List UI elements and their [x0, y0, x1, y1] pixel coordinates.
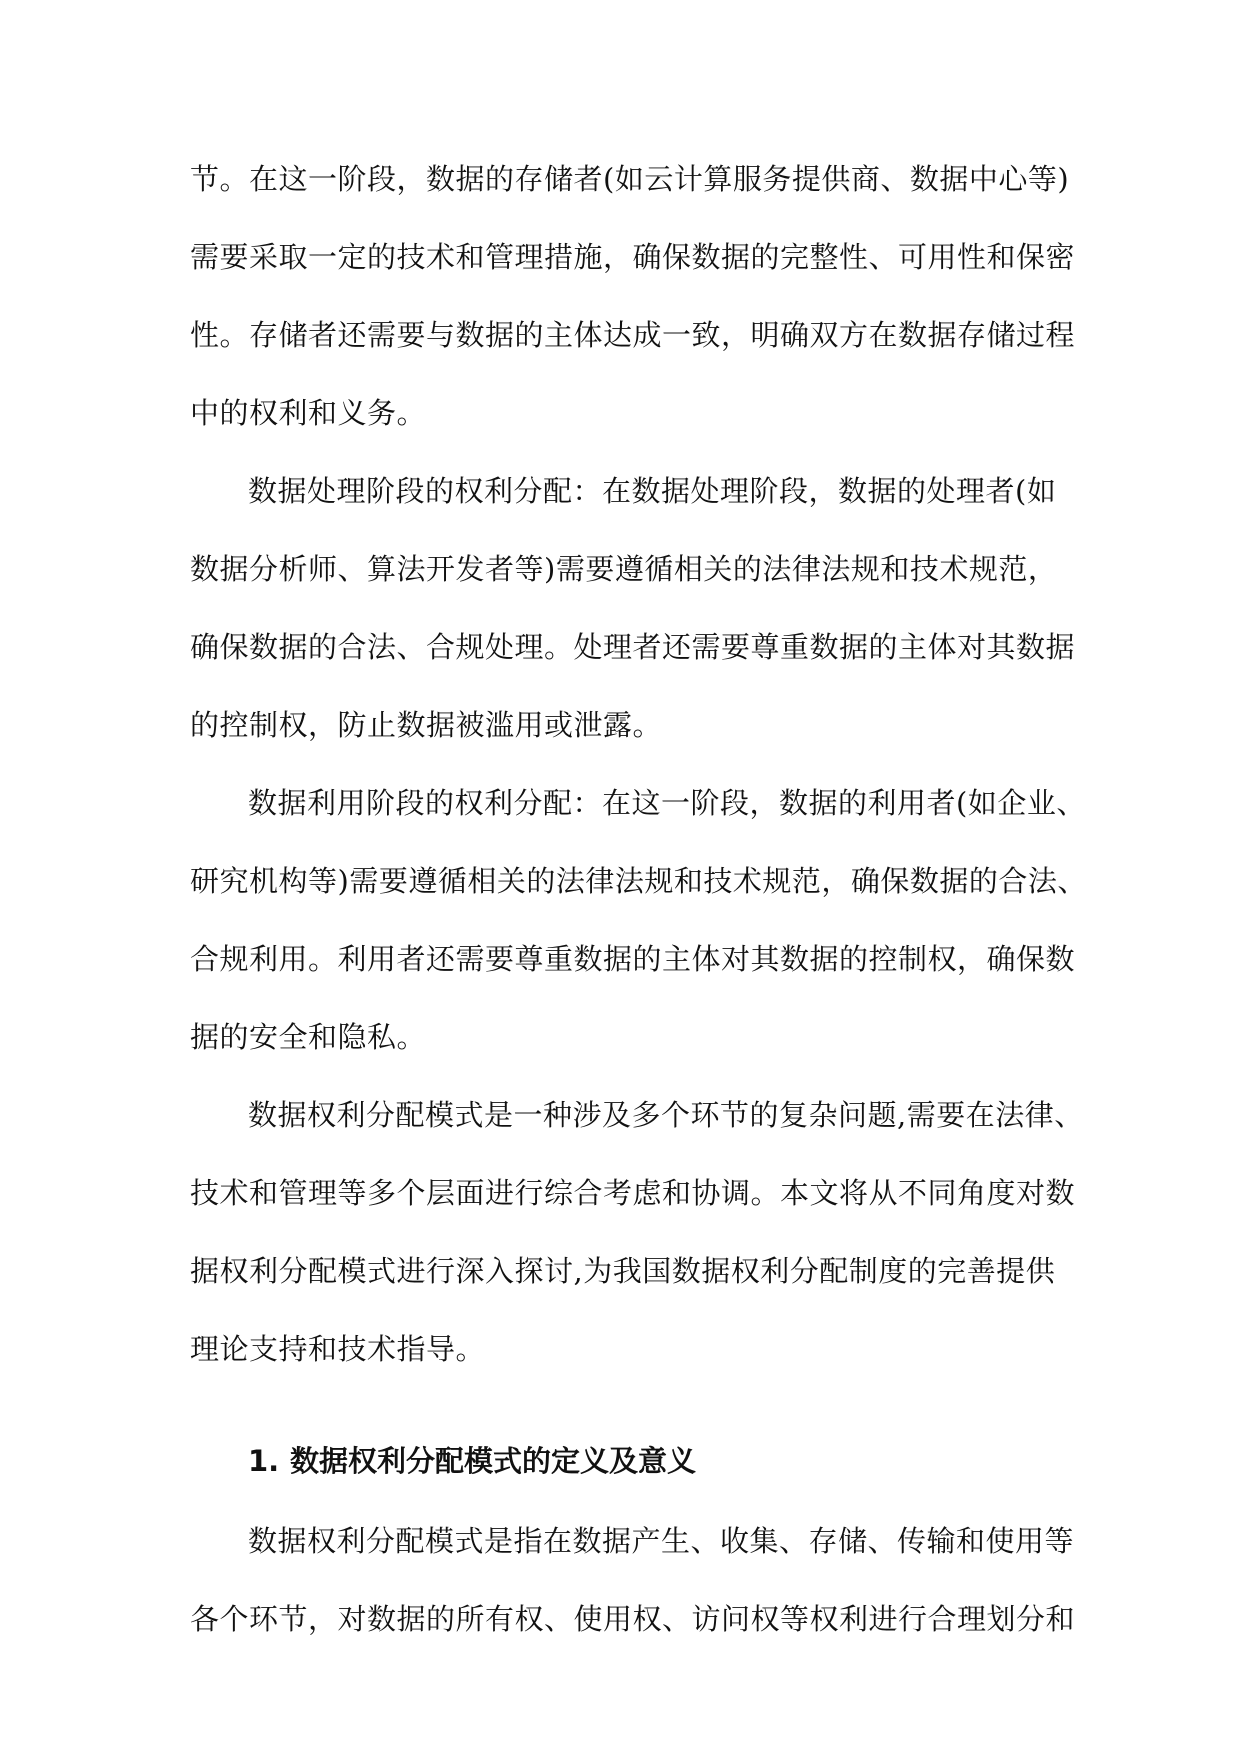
section-number: 1.: [248, 1444, 280, 1478]
text-line: 数据分析师、算法开发者等)需要遵循相关的法律法规和技术规范，: [190, 552, 1058, 586]
paragraph-processing-stage: [190, 452, 1076, 764]
text-line: 据权利分配模式进行深入探讨,为我国数据权利分配制度的完善提供: [190, 1254, 1056, 1288]
text-line: 研究机构等)需要遵循相关的法律法规和技术规范，确保数据的合法、: [190, 864, 1087, 898]
text-line: 数据处理阶段的权利分配：在数据处理阶段，数据的处理者(如: [248, 474, 1057, 508]
text-line: 数据利用阶段的权利分配：在这一阶段，数据的利用者(如企业、: [248, 786, 1086, 820]
text-line: 性。存储者还需要与数据的主体达成一致，明确双方在数据存储过程: [190, 318, 1076, 352]
section-title: 数据权利分配模式的定义及意义: [290, 1444, 697, 1478]
text-line: 的控制权，防止数据被滥用或泄露。: [190, 708, 663, 742]
text-line: 数据权利分配模式是一种涉及多个环节的复杂问题,需要在法律、: [248, 1098, 1084, 1132]
paragraph-summary: [190, 1076, 1084, 1388]
text-line: 据的安全和隐私。: [190, 1020, 427, 1054]
text-line: 数据权利分配模式是指在数据产生、收集、存储、传输和使用等: [248, 1524, 1075, 1558]
section-heading: [190, 1420, 1070, 1502]
text-line: 各个环节，对数据的所有权、使用权、访问权等权利进行合理划分和: [190, 1602, 1076, 1636]
document-body: [190, 140, 1087, 1658]
paragraph-definition: [190, 1502, 1076, 1658]
text-line: 节。在这一阶段，数据的存储者(如云计算服务提供商、数据中心等): [190, 162, 1070, 196]
paragraph-utilization-stage: [190, 764, 1087, 1076]
paragraph-storage-stage: [190, 140, 1076, 452]
text-line: 确保数据的合法、合规处理。处理者还需要尊重数据的主体对其数据: [190, 630, 1076, 664]
text-line: 中的权利和义务。: [190, 396, 427, 430]
text-line: 合规利用。利用者还需要尊重数据的主体对其数据的控制权，确保数: [190, 942, 1076, 976]
text-line: 需要采取一定的技术和管理措施，确保数据的完整性、可用性和保密: [190, 240, 1076, 274]
text-line: 技术和管理等多个层面进行综合考虑和协调。本文将从不同角度对数: [190, 1176, 1076, 1210]
text-line: 理论支持和技术指导。: [190, 1332, 486, 1366]
